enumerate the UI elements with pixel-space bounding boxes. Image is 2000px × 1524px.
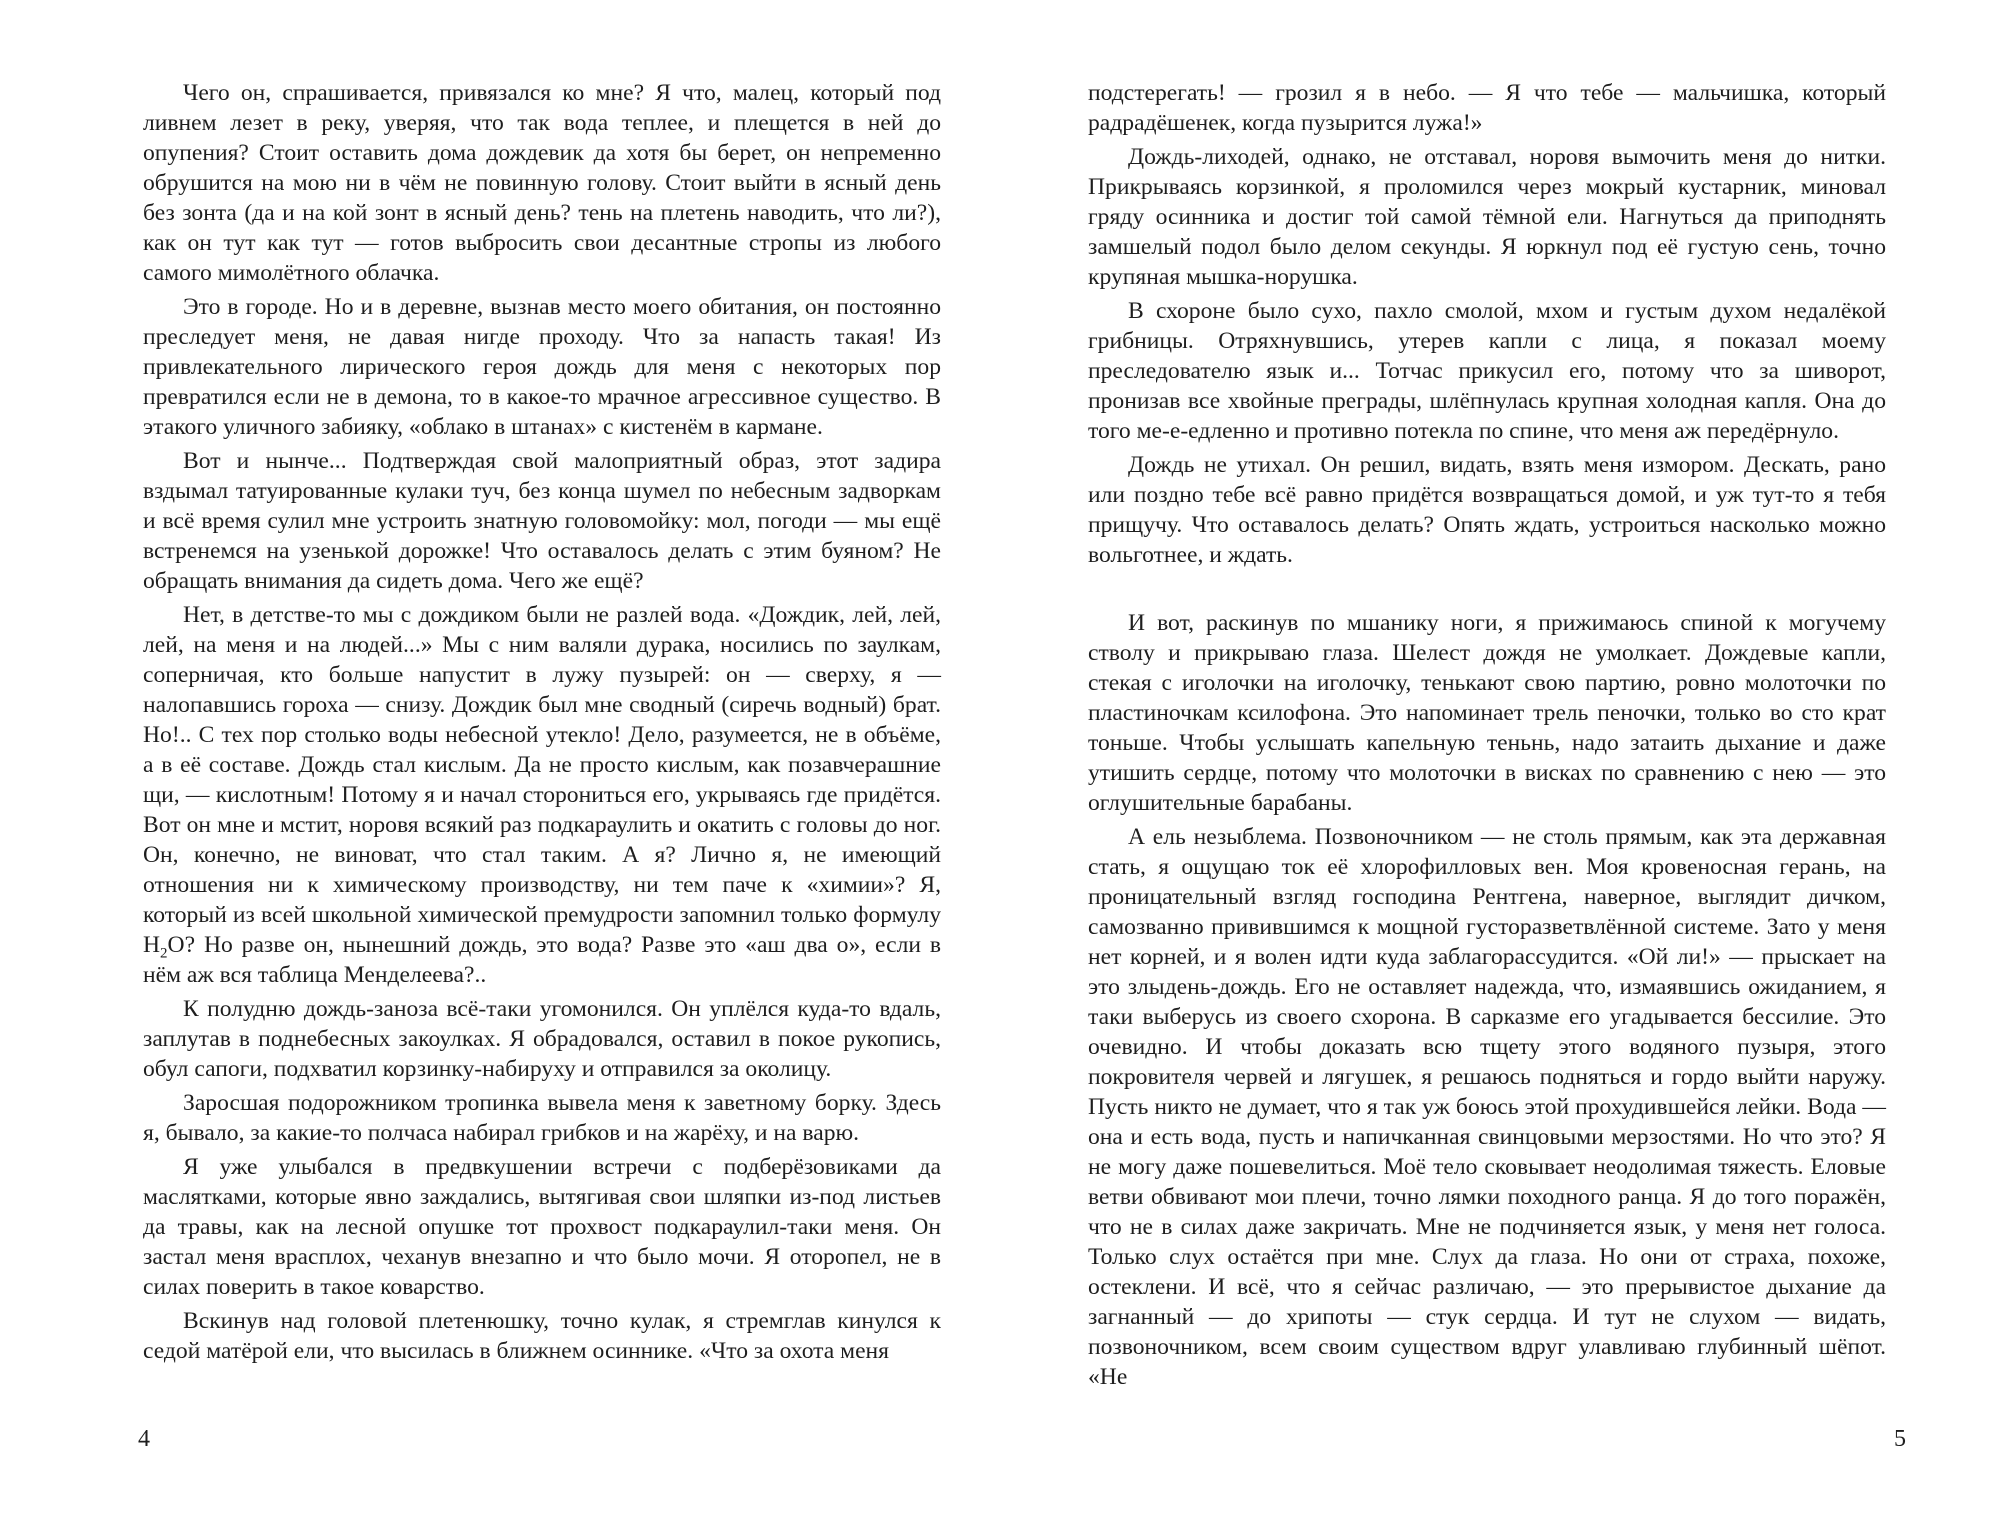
paragraph: Чего он, спрашивается, привязался ко мне? Я что, малец, который под ливнем лезет в реку, уверяя, что так вода теплее, и плещется в ней до опупения? Стоит оставить дома дождевик да хотя бы берет, он непременно обрушится на мою ни в чём не повинную голову. Стоит выйти в ясный день без зонта (да и на кой зонт в ясный день? тень на плетень наводить, что ли?), как он тут как тут — готов выбросить свои десантные стропы из любого самого мимолётного облачка. [143, 80, 941, 286]
paragraph-text-part: Нет, в детстве-то мы с дождиком были не разлей вода. «Дождик, лей, лей, лей, на меня и на людей...» Мы с ним валяли дурака, носились по заулкам, соперничая, кто больше напустит в лужу пузырей: он — сверху, я — налопавшись гороха — снизу. Дождик был мне сводный (сиречь водный) брат. Но!.. С тех пор столько воды небесной утекло! Дело, разумеется, не в объёме, а в её составе. Дождь стал кислым. Да не просто кислым, как позавчерашние щи, — кислотным! Потому я и начал сторониться его, укрываясь где придётся. Вот он мне и мстит, норовя всякий раз подкараулить и окатить с головы до ног. Он, конечно, не виноват, что стал таким. А я? Лично я, не имеющий отношения ни к химическому производству, ни тем паче к «химии»? Я, который из всей школьной химической премудрости запомнил только формулу H [143, 602, 941, 958]
paragraph: В схороне было сухо, пахло смолой, мхом и густым духом недалёкой грибницы. Отряхнувшись, утерев капли с лица, я показал моему преследователю язык и... Тотчас прикусил его, потому что за шиворот, пронизав все хвойные преграды, шлёпнулась крупная холодная капля. Она до того ме-е-едленно и противно потекла по спине, что меня аж передёрнуло. [1088, 298, 1886, 444]
paragraph: А ель незыблема. Позвоночником — не столь прямым, как эта державная стать, я ощущаю ток её хлорофилловых вен. Моя кровеносная герань, на проницательный взгляд господина Рентгена, наверное, выглядит дичком, самозванно привившимся к мощной густоразветвлённой системе. Зато у меня нет корней, и я волен идти куда заблагорассудится. «Ой ли!» — прыскает на это злыдень-дождь. Его не оставляет надежда, что, измаявшись ожиданием, я таки выберусь из своего схорона. В сарказме его угадывается бессилие. Это очевидно. И чтобы доказать всю тщету этого водяного пузыря, этого покровителя червей и лягушек, я решаюсь подняться и гордо выйти наружу. Пусть никто не думает, что я так уж боюсь этой прохудившейся лейки. Вода — она и есть вода, пусть и напичканная свинцовыми мерзостями. Но что это? Я не могу даже пошевелиться. Моё тело сковывает неодолимая тяжесть. Еловые ветви обвивают мои плечи, точно лямки походного ранца. Я до того поражён, что не в силах даже закричать. Мне не подчиняется язык, у меня нет голоса. Только слух остаётся при мне. Слух да глаза. Но они от страха, похоже, остеклени. И всё, что я сейчас различаю, — это прерывистое дыхание да загнанный — до хрипоты — стук сердца. И тут не слухом — видать, позвоночником, всем своим существом вдруг улавливаю глубинный шёпот. «Не [1088, 824, 1886, 1390]
paragraph-text-part: O? Но разве он, нынешний дождь, это вода? Разве это «аш два о», если в нём аж вся таблица Менделеева?.. [143, 932, 941, 988]
paragraph: Я уже улыбался в предвкушении встречи с подберёзовиками да маслятками, которые явно заждались, вытягивая свои шляпки из-под листьев да травы, как на лесной опушке тот прохвост подкараулил-таки меня. Он застал меня врасплох, чеханув внезапно и что было мочи. Я оторопел, не в силах поверить в такое коварство. [143, 1154, 941, 1300]
right-page [1088, 78, 1886, 1396]
paragraph-continuation: подстерегать! — грозил я в небо. — Я что тебе — мальчишка, который радрадёшенек, когда пузырится лужа!» [1088, 80, 1886, 136]
paragraph: Дождь-лиходей, однако, не отставал, норовя вымочить меня до нитки. Прикрываясь корзинкой, я проломился через мокрый кустарник, миновал гряду осинника и достиг той самой тёмной ели. Нагнуться да приподнять замшелый подол было делом секунды. Я юркнул под её густую сень, точно крупяная мышка-норушка. [1088, 144, 1886, 290]
paragraph-with-formula [143, 600, 941, 990]
left-page [143, 78, 941, 1370]
paragraph: К полудню дождь-заноза всё-таки угомонился. Он уплёлся куда-то вдаль, заплутав в поднебесных закоулках. Я обрадовался, оставил в покое рукопись, обул сапоги, подхватил корзинку-набируху и отправился за околицу. [143, 996, 941, 1082]
paragraph: Дождь не утихал. Он решил, видать, взять меня измором. Дескать, рано или поздно тебе всё равно придётся возвращаться домой, и уж тут-то я тебя прищучу. Что оставалось делать? Опять ждать, устроиться насколько можно вольготнее, и ждать. [1088, 452, 1886, 568]
paragraph: И вот, раскинув по мшанику ноги, я прижимаюсь спиной к могучему стволу и прикрываю глаза. Шелест дождя не умолкает. Дождевые капли, стекая с иголочки на иголочку, тенькают свою партию, ровно молоточки по пластиночкам ксилофона. Это напоминает трель пеночки, только во сто крат тоньше. Чтобы услышать капельную теньнь, надо затаить дыхание и даже утишить сердце, потому что молоточки в висках по сравнению с нею — это оглушительные барабаны. [1088, 610, 1886, 816]
paragraph: Вот и нынче... Подтверждая свой малоприятный образ, этот задира вздымал татуированные кулаки туч, без конца шумел по небесным задворкам и всё время сулил мне устроить знатную головомойку: мол, погоди — мы ещё встренемся на узенькой дорожке! Что оставалось делать с этим буяном? Не обращать внимания да сидеть дома. Чего же ещё? [143, 448, 941, 594]
paragraph: Это в городе. Но и в деревне, вызнав место моего обитания, он постоянно преследует меня, не давая нигде проходу. Что за напасть такая! Из привлекательного лирического героя дождь для меня с некоторых пор превратился если не в демона, то в какое-то мрачное агрессивное существо. В этакого уличного забияку, «облако в штанах» с кистенём в кармане. [143, 294, 941, 440]
page-number-left: 4 [138, 1426, 150, 1452]
paragraph: Вскинув над головой плетенюшку, точно кулак, я стремглав кинулся к седой матёрой ели, что высилась в ближнем осиннике. «Что за охота меня [143, 1308, 941, 1364]
paragraph: Заросшая подорожником тропинка вывела меня к заветному борку. Здесь я, бывало, за какие-то полчаса набирал грибков и на жарёху, и на варю. [143, 1090, 941, 1146]
page-number-right: 5 [1894, 1426, 1906, 1452]
formula-subscript: 2 [160, 945, 168, 962]
